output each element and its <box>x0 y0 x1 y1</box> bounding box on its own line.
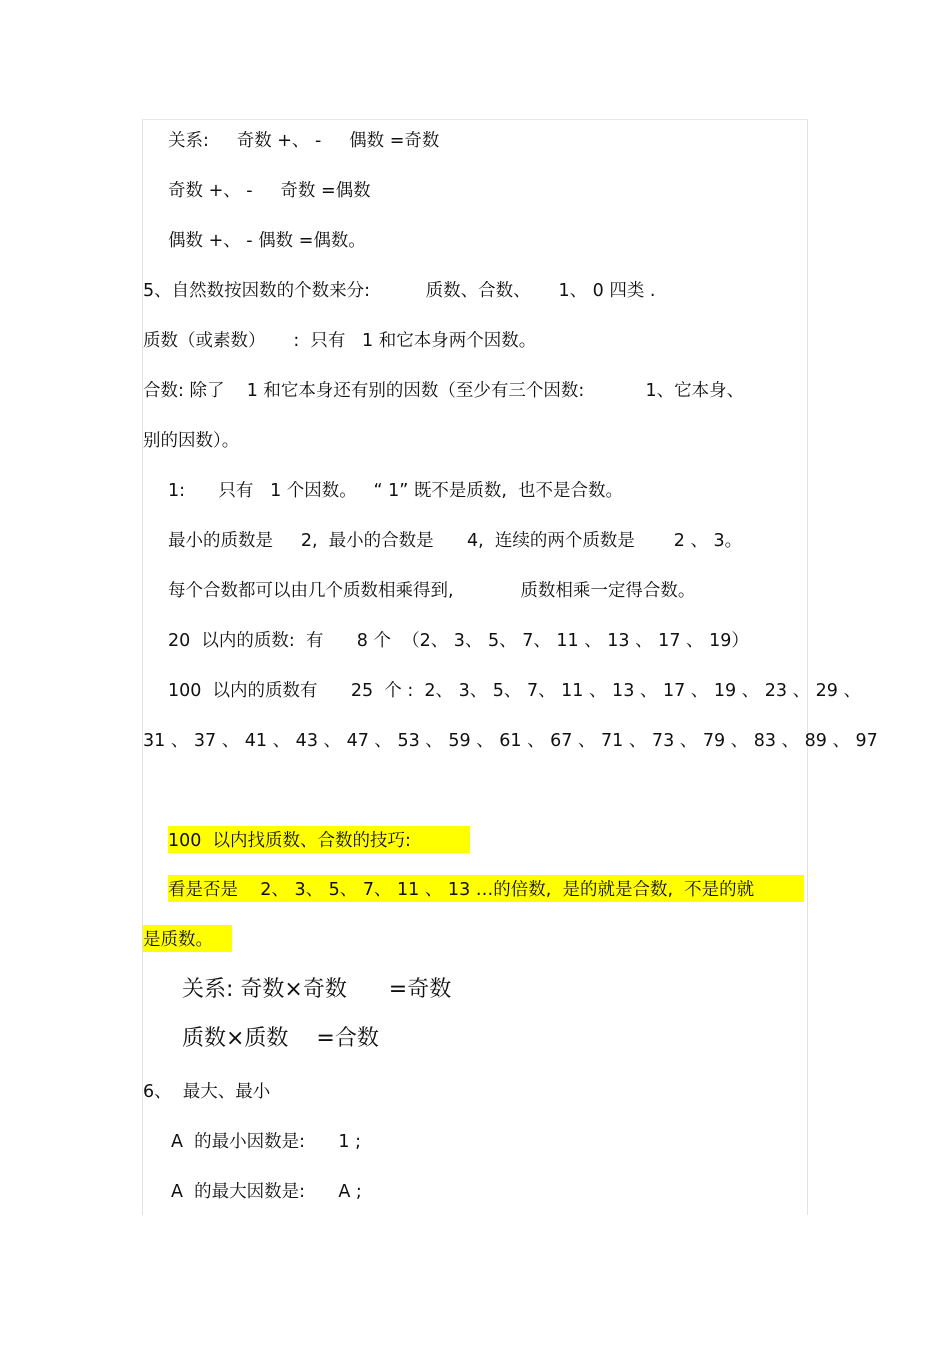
smallest-prime-note: 最小的质数是 2, 最小的合数是 4, 连续的两个质数是 2 、 3。 <box>168 531 743 551</box>
relation-prime-times-prime: 质数×质数 =合数 <box>182 1026 379 1051</box>
prime-definition: 质数（或素数） : 只有 1 和它本身两个因数。 <box>143 331 537 351</box>
relation-odd-times-odd: 关系: 奇数×奇数 =奇数 <box>182 977 452 1002</box>
section-6-heading: 6、 最大、最小 <box>143 1082 271 1102</box>
composite-definition-cont: 别的因数）。 <box>143 431 240 451</box>
tip-body-cont: 是质数。 <box>143 930 213 950</box>
largest-factor-note: A 的最大因数是: A ; <box>171 1182 362 1202</box>
relation-even-plus-even: 偶数 +、 - 偶数 =偶数。 <box>168 231 366 251</box>
smallest-factor-note: A 的最小因数是: 1 ; <box>171 1132 361 1152</box>
tip-body: 看是否是 2、 3、 5、 7、 11 、 13 …的倍数, 是的就是合数, 不是的就 <box>168 880 755 900</box>
relation-odd-plus-odd: 奇数 +、 - 奇数 =偶数 <box>168 181 371 201</box>
composite-product-note: 每个合数都可以由几个质数相乘得到, 质数相乘一定得合数。 <box>168 581 696 601</box>
composite-definition: 合数: 除了 1 和它本身还有别的因数（至少有三个因数: 1、它本身、 <box>143 381 745 401</box>
tip-title: 100 以内找质数、合数的技巧: <box>168 831 411 851</box>
primes-under-100-cont: 31 、 37 、 41 、 43 、 47 、 53 、 59 、 61 、 67 、 71 、 73 、 79 、 83 、 89 、 97 <box>143 731 878 751</box>
one-note: 1: 只有 1 个因数。 “ 1” 既不是质数, 也不是合数。 <box>168 481 624 501</box>
primes-under-20: 20 以内的质数: 有 8 个 （2、 3、 5、 7、 11 、 13 、 17 、 19） <box>168 631 749 651</box>
section-5-heading: 5、自然数按因数的个数来分: 质数、合数、 1、 0 四类 . <box>143 281 656 301</box>
relation-odd-plus-even: 关系: 奇数 +、 - 偶数 =奇数 <box>168 131 440 151</box>
primes-under-100: 100 以内的质数有 25 个 : 2、 3、 5、 7、 11 、 13 、 17 、 19 、 23 、 29 、 <box>168 681 861 701</box>
